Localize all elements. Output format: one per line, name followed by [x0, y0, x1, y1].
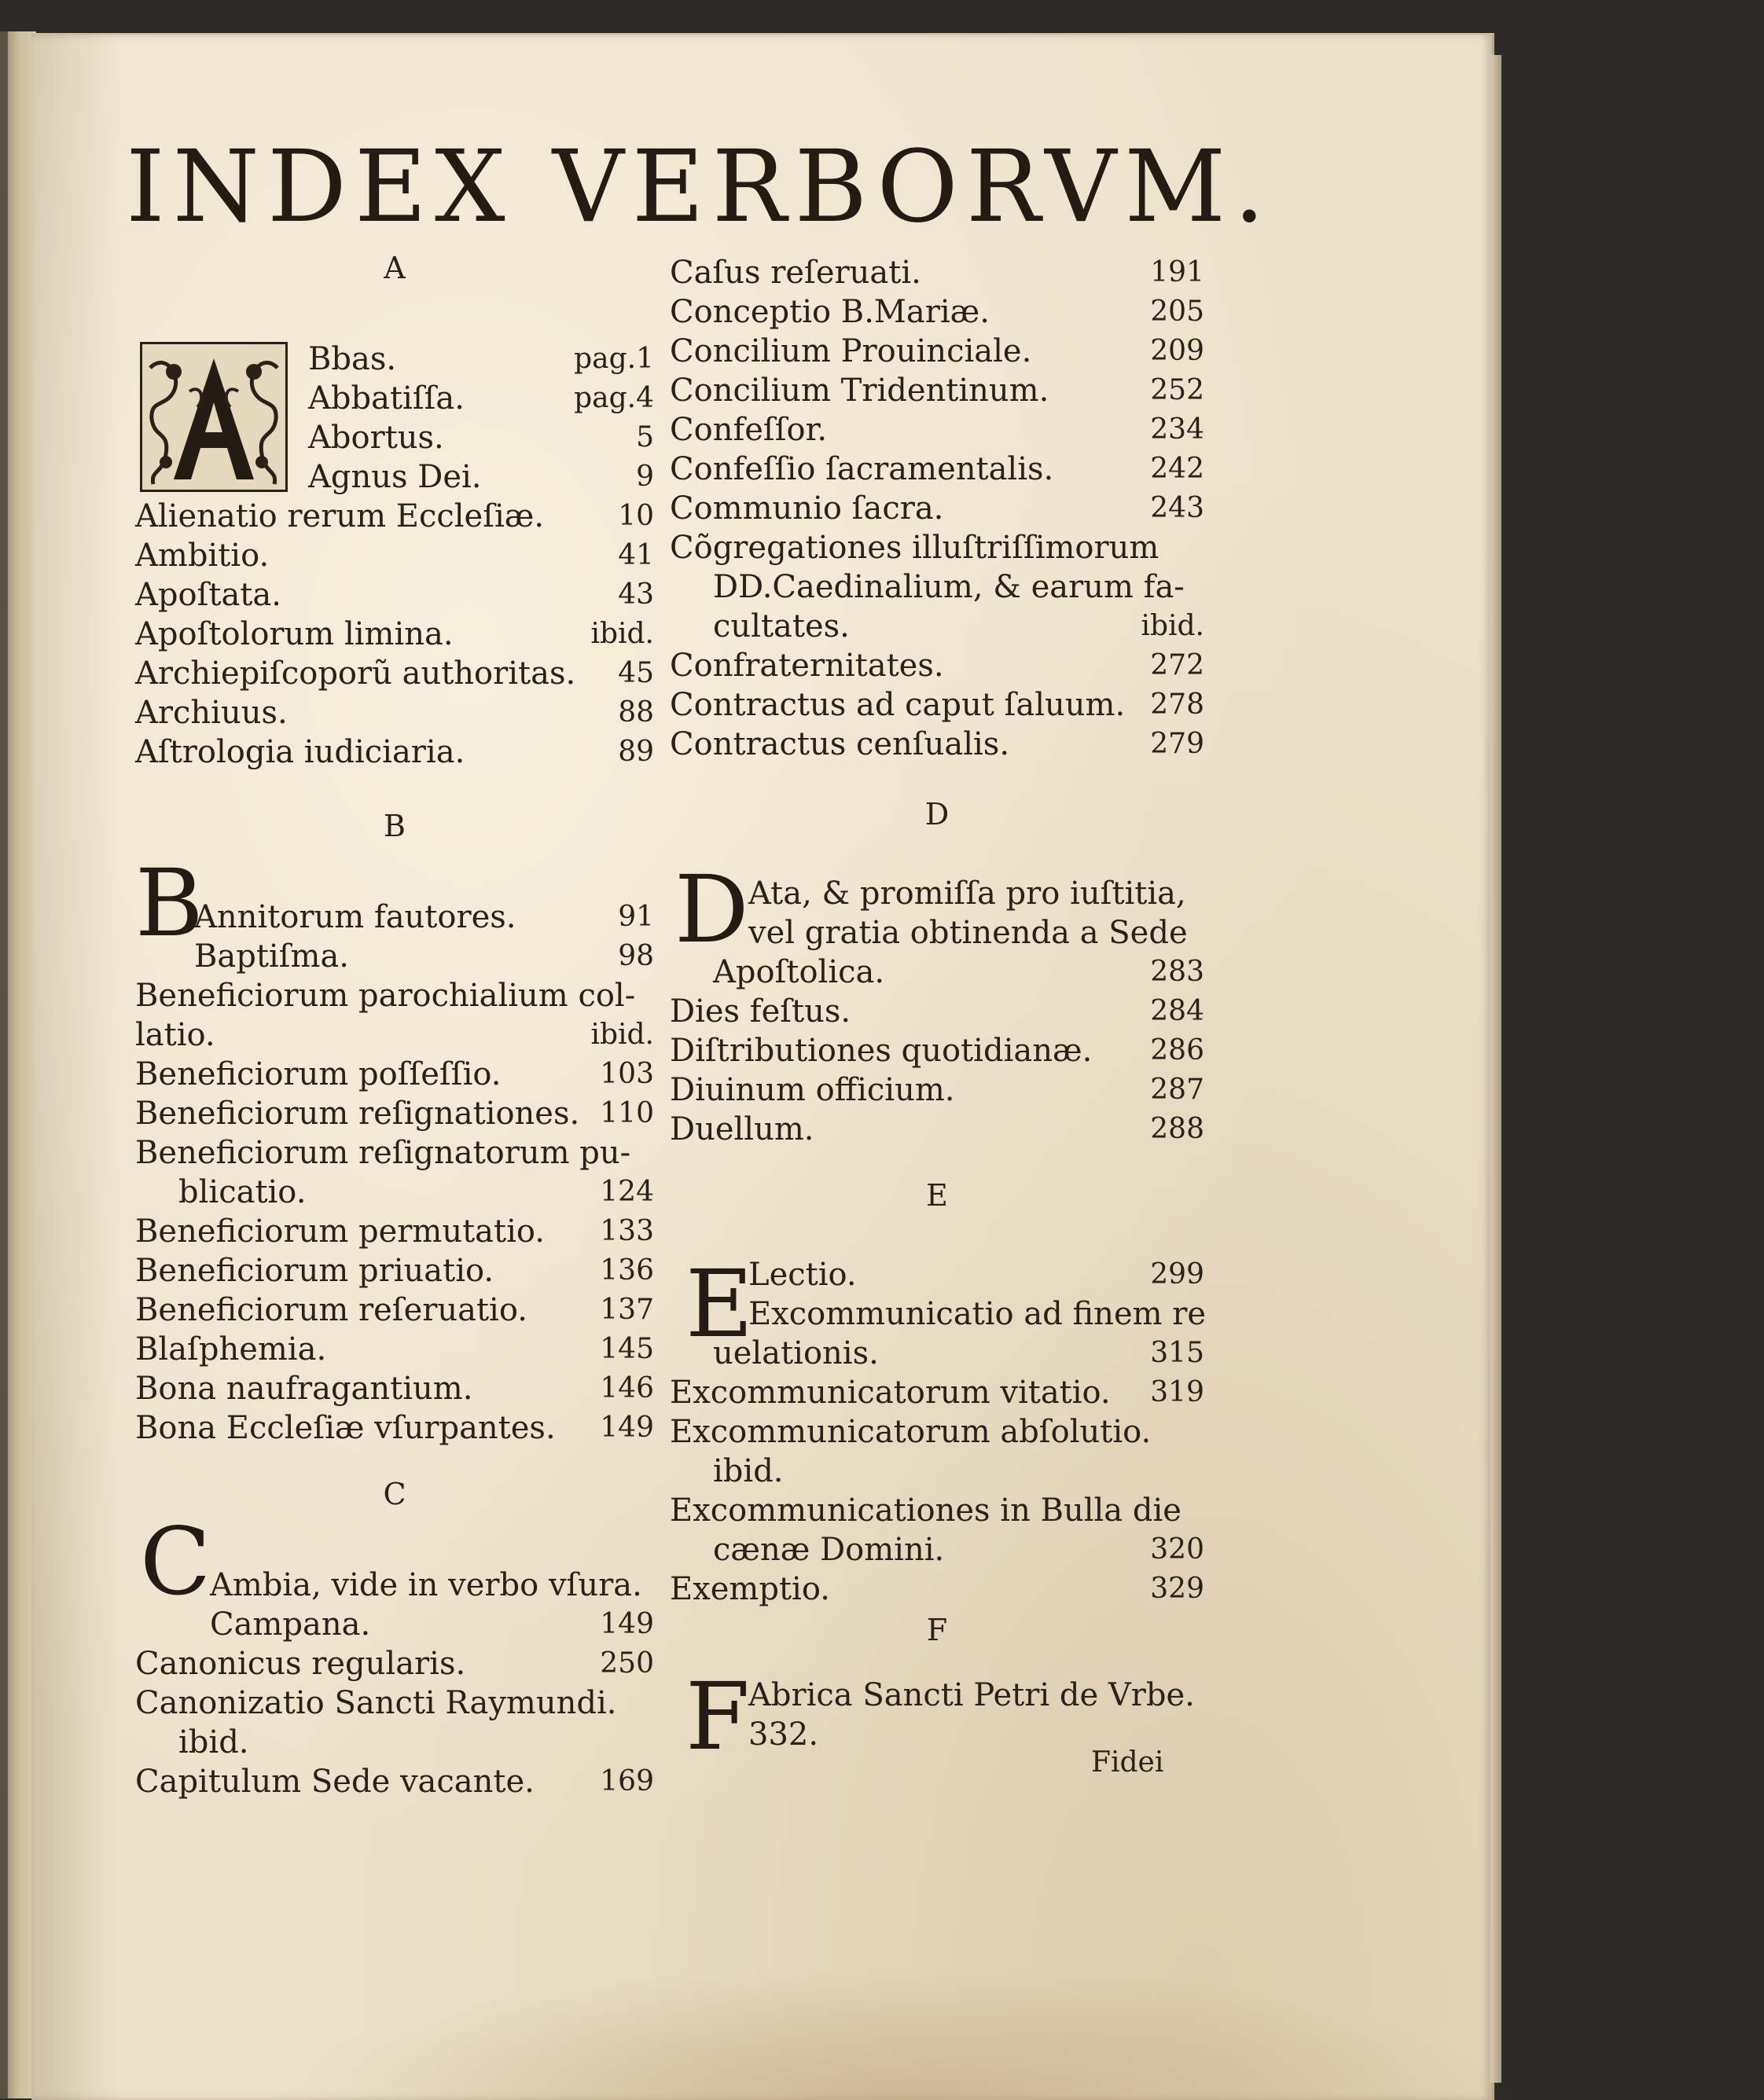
index-entry: Bona naufragantium. 146 — [135, 1371, 654, 1407]
index-entry: Abortus. 5 — [308, 420, 654, 456]
initial-f: F — [685, 1662, 750, 1771]
index-entry: Archiepiſcoporũ authoritas. 45 — [135, 655, 654, 692]
index-entry: Excommunicatio ad finem re — [748, 1296, 1207, 1332]
index-entry: Contractus ad caput ſaluum. 278 — [670, 687, 1204, 723]
index-entry: Contractus cenſualis. 279 — [670, 726, 1204, 762]
index-entry: vel gratia obtinenda a Sede — [748, 915, 1188, 951]
index-entry: Beneficiorum reſeruatio. 137 — [135, 1292, 654, 1328]
index-entry: Apoſtolica. 283 — [713, 954, 1204, 990]
right-column — [670, 253, 1207, 1754]
index-entry: Concilium Tridentinum. 252 — [670, 373, 1204, 409]
index-entry: Communio ſacra. 243 — [670, 490, 1204, 527]
catchword: Fidei — [1091, 1746, 1164, 1779]
index-entry: 332. — [748, 1716, 819, 1753]
index-entry: ibid. — [713, 1453, 784, 1489]
index-entry: Beneficiorum reſignationes. 110 — [135, 1096, 654, 1132]
index-entry: cultates. ibid. — [713, 608, 1204, 644]
index-entry: Conceptio B.Mariæ. 205 — [670, 294, 1204, 330]
index-entry: Canonizatio Sancti Raymundi. — [135, 1685, 617, 1721]
index-entry: uelationis. 315 — [713, 1335, 1204, 1371]
ornament-icon — [142, 344, 285, 490]
index-entry: Annitorum fautores. 91 — [194, 899, 654, 935]
index-entry: Beneficiorum permutatio. 133 — [135, 1213, 654, 1250]
index-entry: Alienatio rerum Eccleſiæ. 10 — [135, 498, 654, 534]
index-entry: Ata, & promiſſa pro iuſtitia, — [748, 876, 1186, 912]
index-entry: Canonicus regularis. 250 — [135, 1646, 654, 1682]
index-entry: Confeſſio ſacramentalis. 242 — [670, 451, 1204, 487]
index-entry: cænæ Domini. 320 — [713, 1532, 1204, 1568]
index-entry: Excommunicatorum vitatio. 319 — [670, 1375, 1204, 1411]
index-entry: Confraternitates. 272 — [670, 648, 1204, 684]
index-entry: Bbas. pag.1 — [308, 341, 654, 377]
index-entry: Campana. 149 — [210, 1606, 654, 1643]
index-entry: Excommunicationes in Bulla die — [670, 1492, 1182, 1529]
index-entry: Caſus reſeruati. 191 — [670, 255, 1204, 291]
index-entry: Beneficiorum priuatio. 136 — [135, 1253, 654, 1289]
index-entry: Abbatiſſa. pag.4 — [308, 380, 654, 417]
index-entry: Diſtributiones quotidianæ. 286 — [670, 1033, 1204, 1069]
index-entry: Apoſtolorum limina. ibid. — [135, 616, 654, 652]
initial-b: B — [135, 849, 204, 957]
index-entry: Aſtrologia iudiciaria. 89 — [135, 734, 654, 770]
index-entry: Exemptio. 329 — [670, 1571, 1204, 1607]
water-stain — [267, 1966, 1525, 2100]
index-entry: Apoſtata. 43 — [135, 577, 654, 613]
section-letter-b: B — [384, 809, 406, 843]
index-entry: Capitulum Sede vacante. 169 — [135, 1764, 654, 1800]
page-title: INDEX VERBORVM. — [126, 129, 1273, 244]
binding-gutter — [0, 31, 8, 2098]
index-entry: Beneficiorum reſignatorum pu- — [135, 1135, 631, 1171]
decorated-initial-a — [140, 342, 288, 492]
index-entry: DD.Caedinalium, & earum fa- — [713, 569, 1185, 605]
section-letter-f: F — [926, 1613, 948, 1647]
index-entry: Beneficiorum poſſeſſio. 103 — [135, 1056, 654, 1092]
index-entry: Baptiſma. 98 — [194, 938, 654, 975]
index-entry: Excommunicatorum abſolutio. — [670, 1414, 1152, 1450]
index-entry: Agnus Dei. 9 — [308, 459, 654, 495]
index-entry: latio. ibid. — [135, 1017, 654, 1053]
initial-e: E — [685, 1250, 754, 1358]
index-entry: Confeſſor. 234 — [670, 412, 1204, 448]
page-stack-edge — [1490, 55, 1501, 2083]
index-entry: Abrica Sancti Petri de Vrbe. — [748, 1677, 1195, 1713]
section-letter-e: E — [926, 1178, 948, 1213]
index-entry: Dies feſtus. 284 — [670, 993, 1204, 1030]
section-letter-c: C — [383, 1477, 406, 1511]
index-entry: blicatio. 124 — [178, 1174, 654, 1210]
index-entry: Blaſphemia. 145 — [135, 1331, 654, 1368]
index-entry: Ambia, vide in verbo vſura. — [210, 1567, 642, 1603]
index-entry: Duellum. 288 — [670, 1111, 1204, 1147]
initial-d: D — [674, 855, 749, 964]
initial-c: C — [140, 1507, 211, 1616]
index-entry: Concilium Prouinciale. 209 — [670, 333, 1204, 369]
index-entry: Lectio. 299 — [748, 1257, 1204, 1293]
index-entry: Bona Eccleſiæ vſurpantes. 149 — [135, 1410, 654, 1446]
index-entry: Diuinum officium. 287 — [670, 1072, 1204, 1108]
section-letter-d: D — [924, 797, 950, 832]
index-entry: Archiuus. 88 — [135, 695, 654, 731]
index-entry: Cõgregationes illuſtriſſimorum — [670, 530, 1159, 566]
section-letter-a: A — [384, 251, 406, 285]
index-entry: ibid. — [178, 1724, 249, 1760]
index-entry: Ambitio. 41 — [135, 538, 654, 574]
index-entry: Beneficiorum parochialium col- — [135, 978, 636, 1014]
